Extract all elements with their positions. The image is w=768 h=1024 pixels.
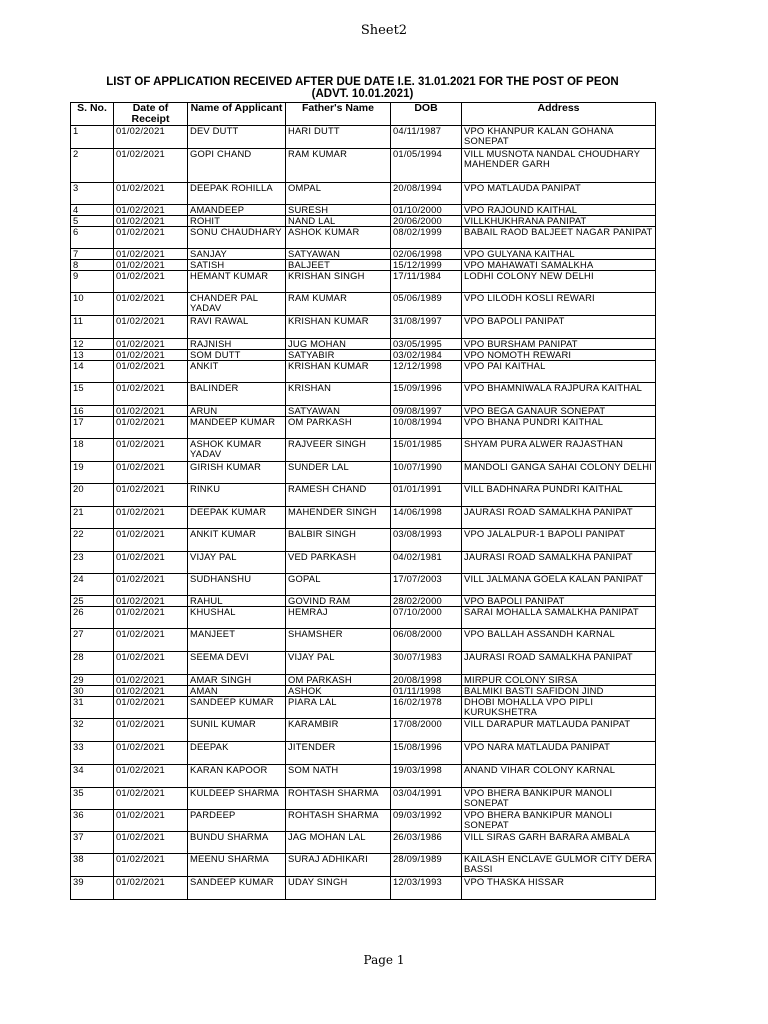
cell-dob: 17/08/2000: [391, 719, 462, 742]
table-row: [71, 686, 656, 697]
cell-fathers-name: SURESH: [286, 205, 391, 216]
cell-sno: 15: [71, 383, 114, 406]
cell-date-of-receipt: 01/02/2021: [114, 271, 188, 293]
cell-date-of-receipt: 01/02/2021: [114, 383, 188, 406]
cell-name-of-applicant: HEMANT KUMAR: [188, 271, 286, 293]
cell-date-of-receipt: 01/02/2021: [114, 788, 188, 810]
cell-date-of-receipt: 01/02/2021: [114, 406, 188, 417]
cell-fathers-name: KARAMBIR: [286, 719, 391, 742]
cell-sno: 24: [71, 574, 114, 596]
cell-name-of-applicant: SUDHANSHU: [188, 574, 286, 596]
cell-date-of-receipt: 01/02/2021: [114, 316, 188, 339]
cell-fathers-name: OM PARKASH: [286, 675, 391, 686]
cell-fathers-name: BALJEET: [286, 260, 391, 271]
cell-address: VPO NARA MATLAUDA PANIPAT: [462, 742, 656, 765]
cell-sno: 3: [71, 183, 114, 205]
cell-dob: 05/06/1989: [391, 293, 462, 316]
cell-sno: 16: [71, 406, 114, 417]
header-date-of-receipt: Date of Receipt: [114, 103, 188, 126]
cell-date-of-receipt: 01/02/2021: [114, 350, 188, 361]
cell-date-of-receipt: 01/02/2021: [114, 417, 188, 439]
cell-fathers-name: HARI DUTT: [286, 126, 391, 149]
cell-fathers-name: ASHOK KUMAR: [286, 227, 391, 249]
cell-fathers-name: KRISHAN KUMAR: [286, 361, 391, 383]
cell-address: MIRPUR COLONY SIRSA: [462, 675, 656, 686]
cell-fathers-name: JAG MOHAN LAL: [286, 832, 391, 854]
table-row: [71, 271, 656, 293]
cell-sno: 4: [71, 205, 114, 216]
cell-address: SHYAM PURA ALWER RAJASTHAN: [462, 439, 656, 462]
table-row: [71, 765, 656, 788]
cell-sno: 2: [71, 149, 114, 183]
table-row: [71, 832, 656, 854]
cell-date-of-receipt: 01/02/2021: [114, 484, 188, 507]
sheet-name: Sheet2: [360, 23, 408, 38]
cell-fathers-name: RAM KUMAR: [286, 293, 391, 316]
cell-date-of-receipt: 01/02/2021: [114, 507, 188, 529]
cell-dob: 15/09/1996: [391, 383, 462, 406]
cell-dob: 20/08/1998: [391, 675, 462, 686]
cell-fathers-name: KRISHAN KUMAR: [286, 316, 391, 339]
cell-fathers-name: SUNDER LAL: [286, 462, 391, 484]
cell-sno: 26: [71, 607, 114, 629]
cell-address: JAURASI ROAD SAMALKHA PANIPAT: [462, 652, 656, 675]
cell-sno: 8: [71, 260, 114, 271]
cell-dob: 20/08/1994: [391, 183, 462, 205]
cell-fathers-name: BALBIR SINGH: [286, 529, 391, 552]
cell-sno: 13: [71, 350, 114, 361]
table-row: [71, 484, 656, 507]
cell-date-of-receipt: 01/02/2021: [114, 339, 188, 350]
table-row: [71, 227, 656, 249]
cell-sno: 17: [71, 417, 114, 439]
table-row: [71, 574, 656, 596]
cell-fathers-name: OMPAL: [286, 183, 391, 205]
table-row: [71, 877, 656, 900]
table-row: [71, 260, 656, 271]
cell-date-of-receipt: 01/02/2021: [114, 697, 188, 719]
cell-name-of-applicant: ANKIT: [188, 361, 286, 383]
cell-fathers-name: SOM NATH: [286, 765, 391, 788]
table-row: [71, 607, 656, 629]
cell-dob: 08/02/1999: [391, 227, 462, 249]
cell-name-of-applicant: GIRISH KUMAR: [188, 462, 286, 484]
cell-fathers-name: JUG MOHAN: [286, 339, 391, 350]
cell-sno: 20: [71, 484, 114, 507]
cell-fathers-name: SATYAWAN: [286, 406, 391, 417]
cell-sno: 6: [71, 227, 114, 249]
cell-address: BABAIL RAOD BALJEET NAGAR PANIPAT: [462, 227, 656, 249]
table-row: [71, 507, 656, 529]
cell-date-of-receipt: 01/02/2021: [114, 126, 188, 149]
cell-fathers-name: PIARA LAL: [286, 697, 391, 719]
table-row: [71, 383, 656, 406]
cell-dob: 28/02/2000: [391, 596, 462, 607]
cell-dob: 04/02/1981: [391, 552, 462, 574]
cell-date-of-receipt: 01/02/2021: [114, 260, 188, 271]
cell-fathers-name: UDAY SINGH: [286, 877, 391, 900]
cell-sno: 32: [71, 719, 114, 742]
cell-date-of-receipt: 01/02/2021: [114, 854, 188, 877]
header-fathers-name: Father's Name: [286, 103, 391, 126]
cell-date-of-receipt: 01/02/2021: [114, 877, 188, 900]
cell-name-of-applicant: BALINDER: [188, 383, 286, 406]
cell-name-of-applicant: SOM DUTT: [188, 350, 286, 361]
cell-dob: 03/04/1991: [391, 788, 462, 810]
cell-date-of-receipt: 01/02/2021: [114, 675, 188, 686]
table-row: [71, 361, 656, 383]
cell-name-of-applicant: SANDEEP KUMAR: [188, 877, 286, 900]
cell-dob: 15/12/1999: [391, 260, 462, 271]
cell-name-of-applicant: GOPI CHAND: [188, 149, 286, 183]
cell-address: VILL MUSNOTA NANDAL CHOUDHARY MAHENDER GARH: [462, 149, 656, 183]
cell-address: VILL DARAPUR MATLAUDA PANIPAT: [462, 719, 656, 742]
table-row: [71, 249, 656, 260]
cell-dob: 02/06/1998: [391, 249, 462, 260]
cell-name-of-applicant: KULDEEP SHARMA: [188, 788, 286, 810]
cell-sno: 12: [71, 339, 114, 350]
cell-dob: 07/10/2000: [391, 607, 462, 629]
cell-dob: 20/06/2000: [391, 216, 462, 227]
cell-address: MANDOLI GANGA SAHAI COLONY DELHI: [462, 462, 656, 484]
cell-address: JAURASI ROAD SAMALKHA PANIPAT: [462, 507, 656, 529]
cell-fathers-name: HEMRAJ: [286, 607, 391, 629]
cell-date-of-receipt: 01/02/2021: [114, 205, 188, 216]
cell-dob: 03/02/1984: [391, 350, 462, 361]
cell-dob: 01/10/2000: [391, 205, 462, 216]
cell-sno: 5: [71, 216, 114, 227]
cell-name-of-applicant: DEEPAK ROHILLA: [188, 183, 286, 205]
cell-date-of-receipt: 01/02/2021: [114, 529, 188, 552]
cell-dob: 01/05/1994: [391, 149, 462, 183]
cell-address: VPO BAPOLI PANIPAT: [462, 596, 656, 607]
cell-sno: 23: [71, 552, 114, 574]
cell-sno: 28: [71, 652, 114, 675]
cell-date-of-receipt: 01/02/2021: [114, 719, 188, 742]
cell-address: VPO BURSHAM PANIPAT: [462, 339, 656, 350]
cell-address: JAURASI ROAD SAMALKHA PANIPAT: [462, 552, 656, 574]
cell-sno: 18: [71, 439, 114, 462]
cell-address: SARAI MOHALLA SAMALKHA PANIPAT: [462, 607, 656, 629]
cell-dob: 03/08/1993: [391, 529, 462, 552]
cell-sno: 21: [71, 507, 114, 529]
table-row: [71, 293, 656, 316]
cell-date-of-receipt: 01/02/2021: [114, 216, 188, 227]
cell-address: VPO BALLAH ASSANDH KARNAL: [462, 629, 656, 652]
table-row: [71, 629, 656, 652]
cell-dob: 26/03/1986: [391, 832, 462, 854]
table-body: [71, 126, 656, 900]
cell-name-of-applicant: BUNDU SHARMA: [188, 832, 286, 854]
table-row: [71, 417, 656, 439]
cell-address: VPO MAHAWATI SAMALKHA: [462, 260, 656, 271]
cell-date-of-receipt: 01/02/2021: [114, 765, 188, 788]
cell-sno: 14: [71, 361, 114, 383]
cell-dob: 09/03/1992: [391, 810, 462, 832]
table-row: [71, 316, 656, 339]
table-row: [71, 439, 656, 462]
table-header-row: [71, 103, 656, 126]
cell-address: VPO BHAMNIWALA RAJPURA KAITHAL: [462, 383, 656, 406]
cell-address: BALMIKI BASTI SAFIDON JIND: [462, 686, 656, 697]
cell-date-of-receipt: 01/02/2021: [114, 293, 188, 316]
cell-address: VILLKHUKHRANA PANIPAT: [462, 216, 656, 227]
table-row: [71, 552, 656, 574]
cell-dob: 03/05/1995: [391, 339, 462, 350]
cell-dob: 28/09/1989: [391, 854, 462, 877]
cell-name-of-applicant: KHUSHAL: [188, 607, 286, 629]
cell-address: VPO BHANA PUNDRI KAITHAL: [462, 417, 656, 439]
cell-address: VPO BHERA BANKIPUR MANOLI SONEPAT: [462, 810, 656, 832]
cell-sno: 25: [71, 596, 114, 607]
cell-name-of-applicant: AMAN: [188, 686, 286, 697]
cell-address: VILL SIRAS GARH BARARA AMBALA: [462, 832, 656, 854]
cell-fathers-name: VIJAY PAL: [286, 652, 391, 675]
cell-name-of-applicant: ASHOK KUMAR YADAV: [188, 439, 286, 462]
cell-address: VPO JALALPUR-1 BAPOLI PANIPAT: [462, 529, 656, 552]
table-row: [71, 652, 656, 675]
cell-fathers-name: GOPAL: [286, 574, 391, 596]
cell-sno: 34: [71, 765, 114, 788]
cell-date-of-receipt: 01/02/2021: [114, 652, 188, 675]
cell-dob: 14/06/1998: [391, 507, 462, 529]
cell-date-of-receipt: 01/02/2021: [114, 462, 188, 484]
cell-sno: 37: [71, 832, 114, 854]
cell-dob: 17/11/1984: [391, 271, 462, 293]
cell-sno: 30: [71, 686, 114, 697]
cell-date-of-receipt: 01/02/2021: [114, 742, 188, 765]
cell-name-of-applicant: RINKU: [188, 484, 286, 507]
cell-address: VPO RAJOUND KAITHAL: [462, 205, 656, 216]
cell-fathers-name: SATYABIR: [286, 350, 391, 361]
cell-sno: 36: [71, 810, 114, 832]
header-address: Address: [462, 103, 656, 126]
cell-sno: 39: [71, 877, 114, 900]
cell-date-of-receipt: 01/02/2021: [114, 149, 188, 183]
cell-name-of-applicant: MEENU SHARMA: [188, 854, 286, 877]
table-row: [71, 406, 656, 417]
cell-sno: 27: [71, 629, 114, 652]
cell-name-of-applicant: SEEMA DEVI: [188, 652, 286, 675]
table-row: [71, 126, 656, 149]
document-title: [70, 76, 655, 100]
cell-fathers-name: ROHTASH SHARMA: [286, 810, 391, 832]
cell-address: VPO PAI KAITHAL: [462, 361, 656, 383]
cell-name-of-applicant: MANJEET: [188, 629, 286, 652]
cell-sno: 19: [71, 462, 114, 484]
cell-address: VPO THASKA HISSAR: [462, 877, 656, 900]
cell-date-of-receipt: 01/02/2021: [114, 439, 188, 462]
cell-fathers-name: GOVIND RAM: [286, 596, 391, 607]
title-line-1: LIST OF APPLICATION RECEIVED AFTER DUE DATE I.E. 31.01.2021 FOR THE POST OF PEON: [106, 76, 619, 88]
header-dob: DOB: [391, 103, 462, 126]
cell-name-of-applicant: DEEPAK KUMAR: [188, 507, 286, 529]
cell-dob: 16/02/1978: [391, 697, 462, 719]
table-row: [71, 462, 656, 484]
table-row: [71, 675, 656, 686]
cell-name-of-applicant: KARAN KAPOOR: [188, 765, 286, 788]
table-row: [71, 719, 656, 742]
cell-address: VPO BHERA BANKIPUR MANOLI SONEPAT: [462, 788, 656, 810]
cell-address: VPO BEGA GANAUR SONEPAT: [462, 406, 656, 417]
cell-name-of-applicant: MANDEEP KUMAR: [188, 417, 286, 439]
cell-fathers-name: OM PARKASH: [286, 417, 391, 439]
table-row: [71, 183, 656, 205]
cell-address: VILL JALMANA GOELA KALAN PANIPAT: [462, 574, 656, 596]
header-sno: S. No.: [71, 103, 114, 126]
cell-fathers-name: RAMESH CHAND: [286, 484, 391, 507]
cell-address: VPO MATLAUDA PANIPAT: [462, 183, 656, 205]
cell-fathers-name: KRISHAN: [286, 383, 391, 406]
cell-name-of-applicant: SANDEEP KUMAR: [188, 697, 286, 719]
cell-name-of-applicant: SONU CHAUDHARY: [188, 227, 286, 249]
cell-dob: 06/08/2000: [391, 629, 462, 652]
cell-name-of-applicant: DEEPAK: [188, 742, 286, 765]
table-row: [71, 350, 656, 361]
cell-fathers-name: SHAMSHER: [286, 629, 391, 652]
cell-dob: 12/12/1998: [391, 361, 462, 383]
cell-address: VILL BADHNARA PUNDRI KAITHAL: [462, 484, 656, 507]
cell-dob: 01/01/1991: [391, 484, 462, 507]
cell-sno: 33: [71, 742, 114, 765]
cell-fathers-name: JITENDER: [286, 742, 391, 765]
cell-sno: 1: [71, 126, 114, 149]
table-row: [71, 788, 656, 810]
cell-fathers-name: ASHOK: [286, 686, 391, 697]
cell-address: ANAND VIHAR COLONY KARNAL: [462, 765, 656, 788]
cell-dob: 09/08/1997: [391, 406, 462, 417]
cell-fathers-name: RAJVEER SINGH: [286, 439, 391, 462]
cell-dob: 30/07/1983: [391, 652, 462, 675]
table-row: [71, 339, 656, 350]
header-name-of-applicant: Name of Applicant: [188, 103, 286, 126]
table-row: [71, 697, 656, 719]
cell-fathers-name: MAHENDER SINGH: [286, 507, 391, 529]
cell-sno: 35: [71, 788, 114, 810]
table-row: [71, 742, 656, 765]
cell-sno: 22: [71, 529, 114, 552]
table-row: [71, 854, 656, 877]
cell-date-of-receipt: 01/02/2021: [114, 607, 188, 629]
cell-dob: 15/01/1985: [391, 439, 462, 462]
cell-sno: 38: [71, 854, 114, 877]
cell-dob: 12/03/1993: [391, 877, 462, 900]
cell-name-of-applicant: RAVI RAWAL: [188, 316, 286, 339]
cell-fathers-name: SURAJ ADHIKARI: [286, 854, 391, 877]
table-row: [71, 205, 656, 216]
title-line-2: (ADVT. 10.01.2021): [311, 88, 414, 100]
cell-date-of-receipt: 01/02/2021: [114, 596, 188, 607]
cell-fathers-name: ROHTASH SHARMA: [286, 788, 391, 810]
cell-name-of-applicant: DEV DUTT: [188, 126, 286, 149]
cell-fathers-name: NAND LAL: [286, 216, 391, 227]
cell-date-of-receipt: 01/02/2021: [114, 832, 188, 854]
cell-name-of-applicant: VIJAY PAL: [188, 552, 286, 574]
table-row: [71, 810, 656, 832]
cell-sno: 9: [71, 271, 114, 293]
cell-address: LODHI COLONY NEW DELHI: [462, 271, 656, 293]
cell-name-of-applicant: RAHUL: [188, 596, 286, 607]
cell-name-of-applicant: AMAR SINGH: [188, 675, 286, 686]
cell-name-of-applicant: SATISH: [188, 260, 286, 271]
cell-address: VPO BAPOLI PANIPAT: [462, 316, 656, 339]
cell-sno: 10: [71, 293, 114, 316]
cell-sno: 11: [71, 316, 114, 339]
cell-fathers-name: VED PARKASH: [286, 552, 391, 574]
cell-date-of-receipt: 01/02/2021: [114, 183, 188, 205]
cell-name-of-applicant: PARDEEP: [188, 810, 286, 832]
cell-date-of-receipt: 01/02/2021: [114, 249, 188, 260]
cell-dob: 10/07/1990: [391, 462, 462, 484]
cell-address: VPO NOMOTH REWARI: [462, 350, 656, 361]
cell-address: DHOBI MOHALLA VPO PIPLI KURUKSHETRA: [462, 697, 656, 719]
cell-name-of-applicant: RAJNISH: [188, 339, 286, 350]
table-row: [71, 216, 656, 227]
cell-sno: 29: [71, 675, 114, 686]
cell-name-of-applicant: SANJAY: [188, 249, 286, 260]
cell-dob: 17/07/2003: [391, 574, 462, 596]
cell-address: VPO GULYANA KAITHAL: [462, 249, 656, 260]
page-number: Page 1: [363, 953, 405, 967]
cell-date-of-receipt: 01/02/2021: [114, 810, 188, 832]
cell-date-of-receipt: 01/02/2021: [114, 227, 188, 249]
cell-address: VPO KHANPUR KALAN GOHANA SONEPAT: [462, 126, 656, 149]
cell-date-of-receipt: 01/02/2021: [114, 686, 188, 697]
cell-name-of-applicant: SUNIL KUMAR: [188, 719, 286, 742]
applications-table: [70, 102, 656, 900]
cell-name-of-applicant: ROHIT: [188, 216, 286, 227]
cell-dob: 31/08/1997: [391, 316, 462, 339]
table-row: [71, 149, 656, 183]
cell-address: KAILASH ENCLAVE GULMOR CITY DERA BASSI: [462, 854, 656, 877]
cell-dob: 15/08/1996: [391, 742, 462, 765]
cell-name-of-applicant: AMANDEEP: [188, 205, 286, 216]
cell-dob: 19/03/1998: [391, 765, 462, 788]
cell-name-of-applicant: CHANDER PAL YADAV: [188, 293, 286, 316]
cell-dob: 10/08/1994: [391, 417, 462, 439]
cell-date-of-receipt: 01/02/2021: [114, 574, 188, 596]
cell-fathers-name: RAM KUMAR: [286, 149, 391, 183]
cell-fathers-name: KRISHAN SINGH: [286, 271, 391, 293]
table-row: [71, 529, 656, 552]
cell-fathers-name: SATYAWAN: [286, 249, 391, 260]
cell-sno: 7: [71, 249, 114, 260]
cell-name-of-applicant: ARUN: [188, 406, 286, 417]
cell-date-of-receipt: 01/02/2021: [114, 629, 188, 652]
cell-name-of-applicant: ANKIT KUMAR: [188, 529, 286, 552]
cell-dob: 04/11/1987: [391, 126, 462, 149]
cell-date-of-receipt: 01/02/2021: [114, 361, 188, 383]
cell-date-of-receipt: 01/02/2021: [114, 552, 188, 574]
cell-address: VPO LILODH KOSLI REWARI: [462, 293, 656, 316]
cell-sno: 31: [71, 697, 114, 719]
table-row: [71, 596, 656, 607]
cell-dob: 01/11/1998: [391, 686, 462, 697]
